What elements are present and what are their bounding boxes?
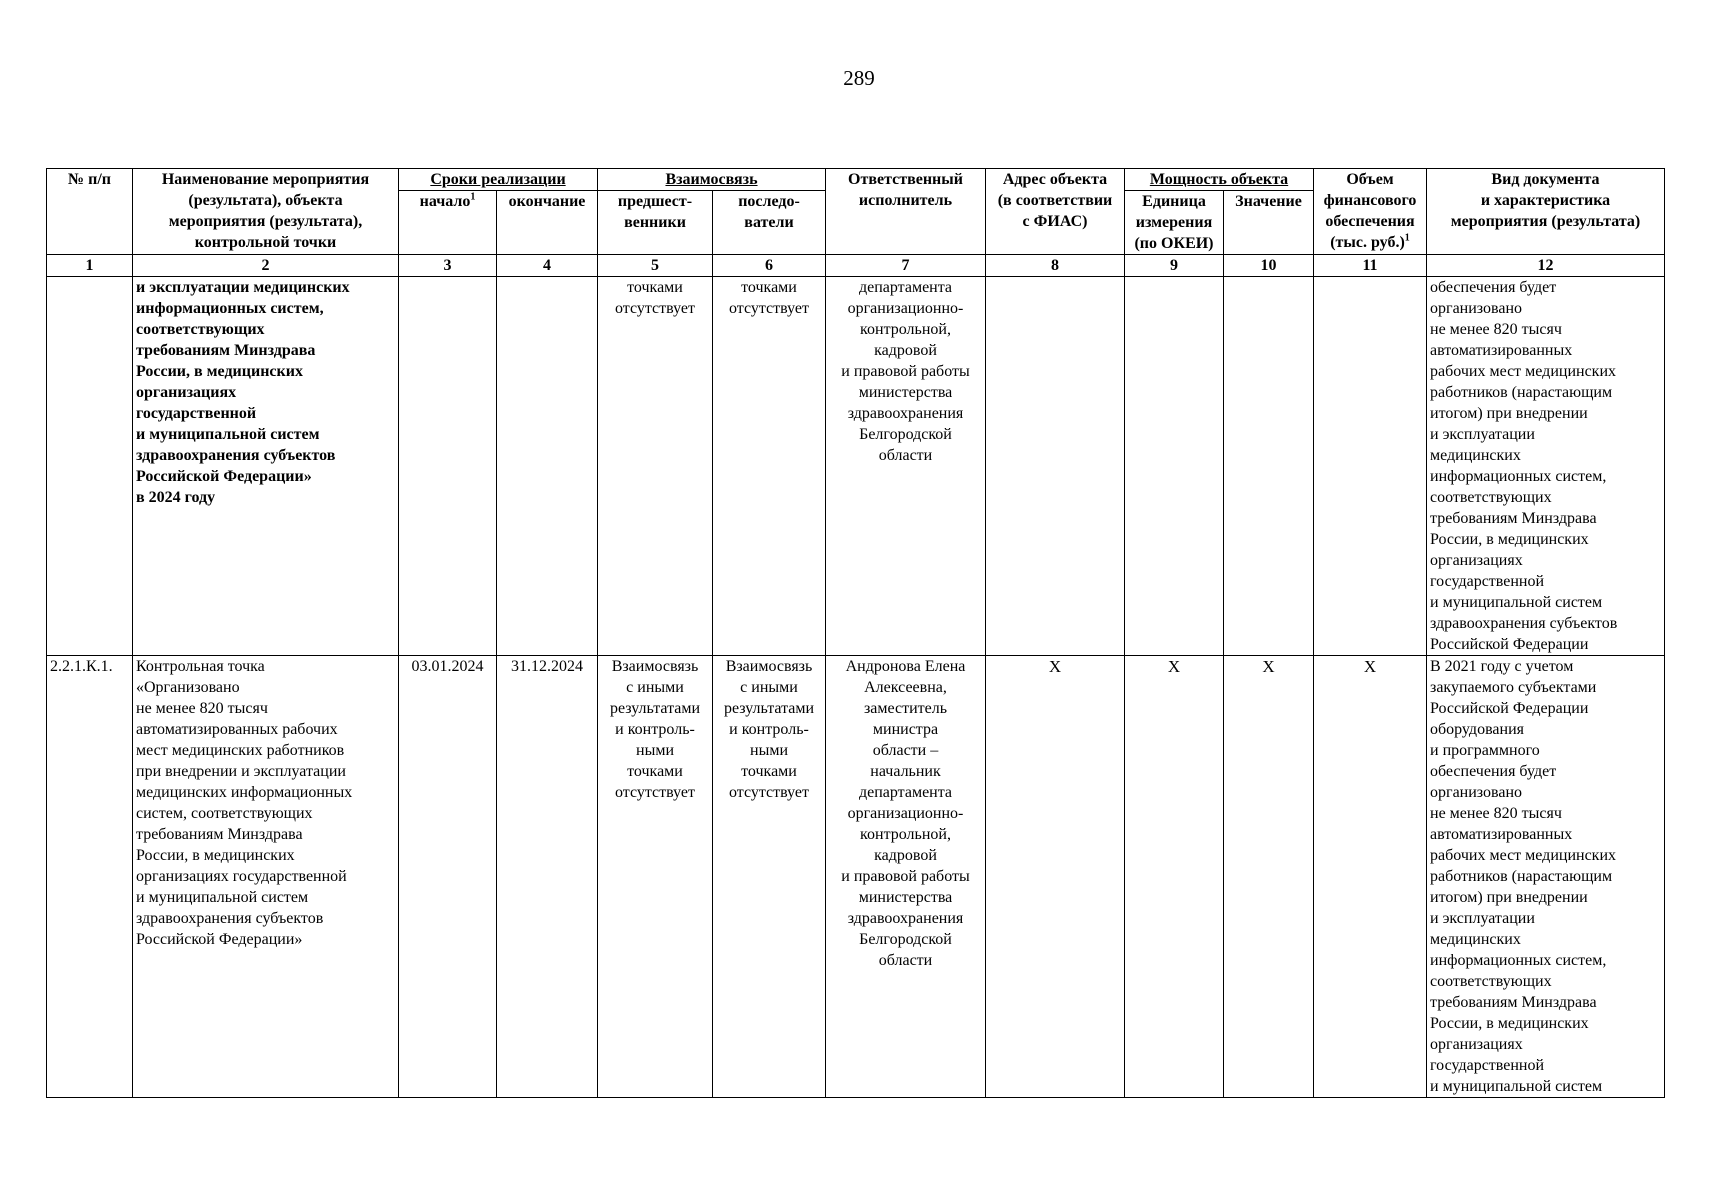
cell-start — [399, 277, 497, 656]
header-start — [399, 191, 497, 255]
column-number: 7 — [826, 255, 986, 277]
cell-value: Х — [1224, 656, 1314, 1098]
header-successors: последо- ватели — [713, 191, 826, 255]
cell-end — [497, 277, 598, 656]
cell-address: Х — [986, 656, 1125, 1098]
cell-responsible: департамента организационно- контрольной, кадровой и правовой работы министерства здравоохранения Белгородской области — [826, 277, 986, 656]
header-finance-label: Объем финансового обеспечения (тыс. руб.) — [1323, 171, 1417, 251]
cell-responsible: Андронова Елена Алексеевна, заместитель министра области – начальник департамента организационно- контрольной, кадровой и правовой работы министерства здравоохранения Белгородской области — [826, 656, 986, 1098]
cell-predecessors: точками отсутствует — [598, 277, 713, 656]
column-number: 11 — [1314, 255, 1427, 277]
header-finance-footnote: 1 — [1404, 232, 1410, 244]
table-row — [47, 656, 1665, 1098]
column-number: 3 — [399, 255, 497, 277]
header-no: № п/п — [47, 169, 133, 255]
cell-address — [986, 277, 1125, 656]
header-responsible: Ответственный исполнитель — [826, 169, 986, 255]
header-name: Наименование мероприятия (результата), объекта мероприятия (результата), контрольной точки — [133, 169, 399, 255]
cell-name: и эксплуатации медицинских информационных систем, соответствующих требованиям Минздрава России, в медицинских организациях государственной и муниципальной систем здравоохранения субъектов Российской Федерации» в 2024 году — [133, 277, 399, 656]
header-address: Адрес объекта (в соответствии с ФИАС) — [986, 169, 1125, 255]
plan-table — [46, 168, 1665, 1098]
cell-finance — [1314, 277, 1427, 656]
cell-successors: Взаимосвязь с иными результатами и контроль- ными точками отсутствует — [713, 656, 826, 1098]
column-number: 4 — [497, 255, 598, 277]
cell-end: 31.12.2024 — [497, 656, 598, 1098]
cell-successors: точками отсутствует — [713, 277, 826, 656]
table-row — [47, 277, 1665, 656]
cell-start: 03.01.2024 — [399, 656, 497, 1098]
header-end: окончание — [497, 191, 598, 255]
cell-value — [1224, 277, 1314, 656]
header-relation: Взаимосвязь — [598, 169, 826, 191]
cell-doc: В 2021 году с учетом закупаемого субъектами Российской Федерации оборудования и программного обеспечения будет организовано не менее 820 тысяч автоматизированных рабочих мест медицинских работников (нарастающим итогом) при внедрении и эксплуатации медицинских информационных систем, соответствующих требованиям Минздрава России, в медицинских организациях государственной и муниципальной систем — [1427, 656, 1665, 1098]
cell-predecessors: Взаимосвязь с иными результатами и контроль- ными точками отсутствует — [598, 656, 713, 1098]
cell-unit: Х — [1125, 656, 1224, 1098]
cell-unit — [1125, 277, 1224, 656]
header-doc: Вид документа и характеристика мероприятия (результата) — [1427, 169, 1665, 255]
cell-finance: Х — [1314, 656, 1427, 1098]
column-number: 1 — [47, 255, 133, 277]
column-number: 12 — [1427, 255, 1665, 277]
column-number: 2 — [133, 255, 399, 277]
cell-doc: обеспечения будет организовано не менее 820 тысяч автоматизированных рабочих мест медицинских работников (нарастающим итогом) при внедрении и эксплуатации медицинских информационных систем, соответствующих требованиям Минздрава России, в медицинских организациях государственной и муниципальной систем здравоохранения субъектов Российской Федерации — [1427, 277, 1665, 656]
column-number: 5 — [598, 255, 713, 277]
header-start-label: начало — [419, 193, 471, 210]
header-unit: Единица измерения (по ОКЕИ) — [1125, 191, 1224, 255]
cell-no — [47, 277, 133, 656]
header-finance — [1314, 169, 1427, 255]
column-number: 6 — [713, 255, 826, 277]
column-number: 10 — [1224, 255, 1314, 277]
header-terms: Сроки реализации — [399, 169, 598, 191]
page-number: 289 — [843, 66, 875, 90]
header-value: Значение — [1224, 191, 1314, 255]
header-predecessors: предшест- венники — [598, 191, 713, 255]
cell-name: Контрольная точка «Организовано не менее 820 тысяч автоматизированных рабочих мест медицинских работников при внедрении и эксплуатации медицинских информационных систем, соответствующих требованиям Минздрава России, в медицинских организациях государственной и муниципальной систем здравоохранения субъектов Российской Федерации» — [133, 656, 399, 1098]
column-number: 9 — [1125, 255, 1224, 277]
column-number: 8 — [986, 255, 1125, 277]
cell-no: 2.2.1.К.1. — [47, 656, 133, 1098]
header-capacity: Мощность объекта — [1125, 169, 1314, 191]
header-start-footnote: 1 — [470, 191, 476, 203]
